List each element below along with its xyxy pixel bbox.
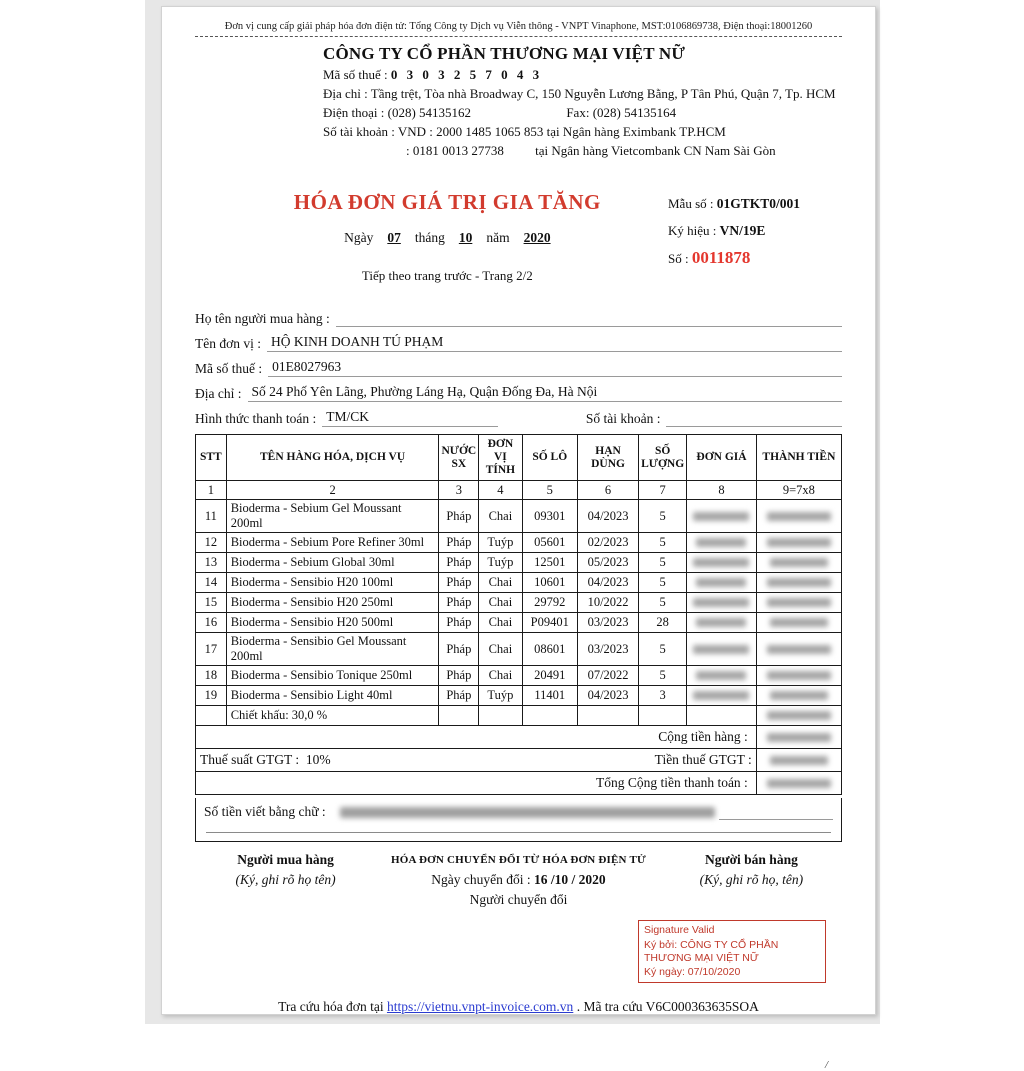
- cell-lot: 10601: [522, 573, 577, 593]
- seller-phone-line: [323, 103, 842, 122]
- cell-stt: 19: [196, 686, 227, 706]
- buyer-account-label: Số tài khoản :: [585, 411, 661, 426]
- cell-qty: 5: [639, 533, 687, 553]
- serial-no: VN/19E: [719, 223, 766, 238]
- cell-amount-redacted: [756, 553, 841, 573]
- cell-lot: P09401: [522, 613, 577, 633]
- conversion-date-line: Ngày chuyển đổi : 16 /10 / 2020: [431, 872, 606, 887]
- cell-stt: 12: [196, 533, 227, 553]
- buyer-address-value: Số 24 Phố Yên Lãng, Phường Láng Hạ, Quận Đống Đa, Hà Nội: [248, 384, 843, 402]
- date-word: Ngày: [344, 230, 374, 245]
- signature-section: [195, 850, 842, 910]
- seller-account1-line: [323, 122, 842, 141]
- cell-qty: 5: [639, 573, 687, 593]
- items-table: [195, 434, 842, 795]
- buyer-unit-value: HỘ KINH DOANH TÚ PHẠM: [267, 334, 842, 352]
- cell-lot: 11401: [522, 686, 577, 706]
- discount-row: [196, 706, 842, 726]
- cell-name: Bioderma - Sensibio H20 250ml: [226, 593, 439, 613]
- seller-tax-code: 0 3 0 3 2 5 7 0 4 3: [390, 67, 543, 82]
- seller-account2-line: [406, 141, 842, 160]
- cell-unit: Chai: [479, 613, 522, 633]
- col-qty: SỐ LƯỢNG: [639, 435, 687, 481]
- photo-backdrop: [145, 0, 880, 1071]
- seller-account-label: Số tài khoản :: [323, 124, 395, 139]
- col-price: ĐƠN GIÁ: [687, 435, 757, 481]
- cell-name: Bioderma - Sebium Global 30ml: [226, 553, 439, 573]
- cell-stt: 13: [196, 553, 227, 573]
- table-row: [196, 553, 842, 573]
- cell-amount-redacted: [756, 533, 841, 553]
- cell-name: Bioderma - Sebium Pore Refiner 30ml: [226, 533, 439, 553]
- cell-expiry: 07/2022: [577, 666, 638, 686]
- cell-lot: 29792: [522, 593, 577, 613]
- subtotal-label: Cộng tiền hàng :: [196, 726, 757, 749]
- table-row: [196, 686, 842, 706]
- vat-row: [196, 749, 842, 772]
- cell-unit: Chai: [479, 500, 522, 533]
- cell-unit: Chai: [479, 573, 522, 593]
- cell-lot: 08601: [522, 633, 577, 666]
- cell-expiry: 10/2022: [577, 593, 638, 613]
- cell-unit: Chai: [479, 666, 522, 686]
- cell-country: Pháp: [439, 573, 479, 593]
- seller-address: Tầng trệt, Tòa nhà Broadway C, 150 Nguyễn Lương Bằng, P Tân Phú, Quận 7, Tp. HCM: [370, 86, 836, 101]
- cell-expiry: 02/2023: [577, 533, 638, 553]
- buyer-signature: [195, 850, 376, 910]
- payment-line: [195, 409, 842, 427]
- seller-block: [323, 42, 842, 160]
- buyer-account-value: [666, 410, 842, 427]
- cell-amount-redacted: [756, 633, 841, 666]
- cell-unit: Tuýp: [479, 533, 522, 553]
- discount-label: Chiết khấu: 30,0 %: [226, 706, 439, 726]
- cell-amount-redacted: [756, 613, 841, 633]
- buyer-name-line: [195, 310, 842, 327]
- cell-amount-redacted: [756, 593, 841, 613]
- seller-phone: (028) 54135162: [387, 105, 472, 120]
- cell-amount-redacted: [756, 573, 841, 593]
- cell-stt: 14: [196, 573, 227, 593]
- form-no: 01GTKT0/001: [716, 196, 801, 211]
- cell-unit: Tuýp: [479, 553, 522, 573]
- col-unit: ĐƠN VỊ TÍNH: [479, 435, 522, 481]
- buyer-unit-line: [195, 334, 842, 352]
- items-body: [196, 500, 842, 706]
- amount-in-words-box: [195, 798, 842, 842]
- cell-unit: Chai: [479, 593, 522, 613]
- col-country: NƯỚC SX: [439, 435, 479, 481]
- cell-qty: 28: [639, 613, 687, 633]
- signature-valid-label: Signature Valid: [644, 924, 715, 936]
- cell-price-redacted: [687, 686, 757, 706]
- cell-qty: 5: [639, 593, 687, 613]
- col-amount: THÀNH TIỀN: [756, 435, 841, 481]
- cell-qty: 5: [639, 553, 687, 573]
- invoice-sheet: [161, 6, 876, 1071]
- cell-country: Pháp: [439, 533, 479, 553]
- table-row: [196, 533, 842, 553]
- seller-phone-label: Điện thoại :: [323, 105, 385, 120]
- cell-unit: Tuýp: [479, 686, 522, 706]
- cell-name: Bioderma - Sensibio Tonique 250ml: [226, 666, 439, 686]
- page-mark: /: [824, 1059, 828, 1071]
- buyer-signature-sub: (Ký, ghi rõ họ tên): [235, 872, 336, 887]
- buyer-tax-line: [195, 359, 842, 377]
- seller-address-line: [323, 84, 842, 103]
- table-row: [196, 666, 842, 686]
- buyer-tax-value: 01E8027963: [268, 359, 842, 377]
- date-day: 07: [387, 230, 401, 245]
- cell-country: Pháp: [439, 553, 479, 573]
- cell-stt: 17: [196, 633, 227, 666]
- seller-tax-line: [323, 65, 842, 84]
- buyer-unit-label: Tên đơn vị :: [195, 336, 262, 351]
- cell-price-redacted: [687, 533, 757, 553]
- table-row: [196, 593, 842, 613]
- invoice-title: HÓA ĐƠN GIÁ TRỊ GIA TĂNG: [293, 190, 601, 214]
- buyer-address-label: Địa chỉ :: [195, 386, 242, 401]
- seller-name: CÔNG TY CỔ PHẦN THƯƠNG MẠI VIỆT NỮ: [323, 44, 686, 63]
- signed-date: Ký ngày: 07/10/2020: [644, 965, 741, 978]
- cell-expiry: 05/2023: [577, 553, 638, 573]
- items-header: [196, 435, 842, 500]
- date-year: 2020: [523, 230, 551, 245]
- cell-stt: 16: [196, 613, 227, 633]
- cell-qty: 5: [639, 633, 687, 666]
- lookup-line: [195, 999, 842, 1015]
- date-month: 10: [458, 230, 473, 245]
- col-name: TÊN HÀNG HÓA, DỊCH VỤ: [226, 435, 439, 481]
- col-stt: STT: [196, 435, 227, 481]
- number-line: [668, 250, 840, 267]
- seller-signature-title: Người bán hàng: [704, 852, 798, 867]
- table-row: [196, 573, 842, 593]
- cell-country: Pháp: [439, 500, 479, 533]
- cell-stt: 15: [196, 593, 227, 613]
- vat-amount-label: Tiền thuế GTGT :: [654, 752, 752, 767]
- conversion-block: [376, 850, 661, 910]
- table-row: [196, 500, 842, 533]
- month-word: tháng: [414, 230, 445, 245]
- converter-label: Người chuyển đổi: [469, 892, 568, 907]
- table-row: [196, 613, 842, 633]
- invoice-date-line: [195, 230, 700, 246]
- seller-fax-label: Fax:: [566, 105, 590, 120]
- continuation-note: Tiếp theo trang trước - Trang 2/2: [361, 268, 533, 283]
- form-label: Mẫu số :: [668, 196, 714, 211]
- signature-valid-box: [638, 920, 826, 983]
- cell-name: Bioderma - Sensibio Light 40ml: [226, 686, 439, 706]
- grand-total-row: [196, 772, 842, 795]
- buyer-block: [195, 310, 842, 427]
- cell-price-redacted: [687, 666, 757, 686]
- buyer-address-line: [195, 384, 842, 402]
- lookup-code: . Mã tra cứu V6C000363635SOA: [576, 999, 759, 1014]
- year-word: năm: [486, 230, 510, 245]
- cell-expiry: 03/2023: [577, 633, 638, 666]
- col-lot: SỐ LÔ: [522, 435, 577, 481]
- grand-total-label: Tổng Cộng tiền thanh toán :: [196, 772, 757, 795]
- subtotal-row: [196, 726, 842, 749]
- cell-qty: 3: [639, 686, 687, 706]
- cell-expiry: 03/2023: [577, 613, 638, 633]
- cell-price-redacted: [687, 553, 757, 573]
- cell-name: Bioderma - Sensibio Gel Moussant 200ml: [226, 633, 439, 666]
- invoice-number: 0011878: [691, 248, 751, 267]
- cell-qty: 5: [639, 666, 687, 686]
- column-number-row: 1 2 3 4 5 6 7 8 9=7x8: [196, 481, 842, 500]
- lookup-prefix: Tra cứu hóa đơn tại: [278, 999, 384, 1014]
- cell-expiry: 04/2023: [577, 686, 638, 706]
- seller-account1: VND : 2000 1485 1065 853 tại Ngân hàng Eximbank TP.HCM: [397, 124, 726, 139]
- cell-unit: Chai: [479, 633, 522, 666]
- invoice-meta: [668, 196, 840, 278]
- cell-expiry: 04/2023: [577, 573, 638, 593]
- buyer-name-value: [336, 310, 842, 327]
- cell-country: Pháp: [439, 666, 479, 686]
- form-no-line: [668, 196, 840, 212]
- cell-amount-redacted: [756, 686, 841, 706]
- cell-amount-redacted: [756, 500, 841, 533]
- cell-name: Bioderma - Sensibio H20 500ml: [226, 613, 439, 633]
- seller-tax-label: Mã số thuế :: [323, 67, 388, 82]
- cell-price-redacted: [687, 613, 757, 633]
- grand-total-amount-redacted: [756, 772, 841, 795]
- cell-country: Pháp: [439, 633, 479, 666]
- amount-in-words-label: Số tiền viết bằng chữ :: [204, 804, 326, 819]
- payment-label: Hình thức thanh toán :: [195, 411, 317, 426]
- discount-amount-redacted: [756, 706, 841, 726]
- vat-rate: Thuế suất GTGT : 10%: [200, 752, 331, 767]
- cell-stt: 11: [196, 500, 227, 533]
- subtotal-amount-redacted: [756, 726, 841, 749]
- seller-account2-bank: tại Ngân hàng Vietcombank CN Nam Sài Gòn: [535, 143, 776, 158]
- table-row: [196, 633, 842, 666]
- cell-name: Bioderma - Sebium Gel Moussant 200ml: [226, 500, 439, 533]
- conversion-heading: HÓA ĐƠN CHUYỂN ĐỔI TỪ HÓA ĐƠN ĐIỆN TỬ: [391, 854, 646, 866]
- cell-expiry: 04/2023: [577, 500, 638, 533]
- lookup-link[interactable]: https://vietnu.vnpt-invoice.com.vn: [386, 999, 574, 1014]
- cell-lot: 12501: [522, 553, 577, 573]
- dashed-separator: [195, 36, 842, 37]
- title-zone: [195, 190, 842, 294]
- buyer-tax-label: Mã số thuế :: [195, 361, 263, 376]
- cell-amount-redacted: [756, 666, 841, 686]
- col-expiry: HẠN DÙNG: [577, 435, 638, 481]
- cell-price-redacted: [687, 500, 757, 533]
- payment-method-value: TM/CK: [322, 409, 498, 427]
- cell-price-redacted: [687, 573, 757, 593]
- signed-by: Ký bởi: CÔNG TY CỔ PHẦN THƯƠNG MẠI VIỆT NỮ: [644, 938, 779, 964]
- cell-name: Bioderma - Sensibio H20 100ml: [226, 573, 439, 593]
- amount-in-words-redacted: [340, 807, 715, 818]
- cell-qty: 5: [639, 500, 687, 533]
- seller-fax: (028) 54135164: [592, 105, 677, 120]
- serial-line: [668, 223, 840, 239]
- seller-account2: : 0181 0013 27738: [406, 143, 504, 158]
- seller-address-label: Địa chỉ :: [323, 86, 368, 101]
- buyer-name-label: Họ tên người mua hàng :: [195, 311, 330, 326]
- seller-signature: [661, 850, 842, 910]
- cell-country: Pháp: [439, 593, 479, 613]
- number-label: Số :: [668, 251, 689, 266]
- cell-country: Pháp: [439, 686, 479, 706]
- cell-lot: 05601: [522, 533, 577, 553]
- cell-lot: 09301: [522, 500, 577, 533]
- cell-price-redacted: [687, 593, 757, 613]
- cell-country: Pháp: [439, 613, 479, 633]
- buyer-signature-title: Người mua hàng: [237, 852, 334, 867]
- cell-price-redacted: [687, 633, 757, 666]
- vat-amount-redacted: [756, 749, 841, 772]
- provider-line: Đơn vị cung cấp giải pháp hóa đơn điện tử: Tổng Công ty Dịch vụ Viễn thông - VNPT Vinaphone, MST:0106869738, Điện thoại:18001260: [224, 21, 813, 32]
- seller-signature-sub: (Ký, ghi rõ họ, tên): [699, 872, 804, 887]
- serial-label: Ký hiệu :: [668, 223, 717, 238]
- cell-lot: 20491: [522, 666, 577, 686]
- cell-stt: 18: [196, 666, 227, 686]
